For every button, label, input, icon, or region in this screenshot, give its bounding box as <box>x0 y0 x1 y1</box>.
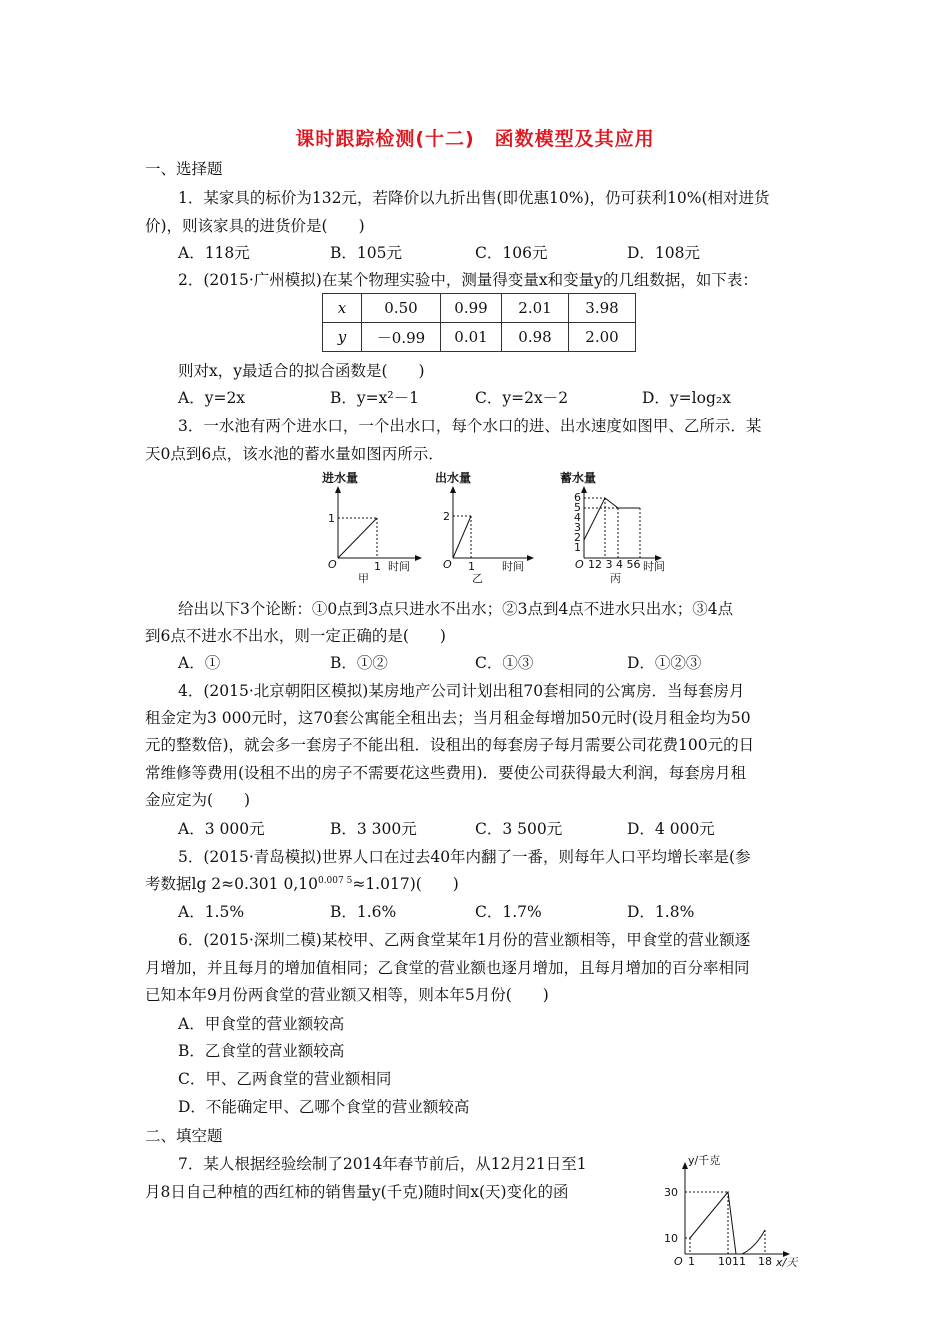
fig-jia-ytick: 1 <box>328 512 335 525</box>
fig-bing-ytick: 3 <box>574 521 581 534</box>
q3-option-d: D．①②③ <box>627 654 702 672</box>
q2-stem-line1: 2．(2015·广州模拟)在某个物理实验中，测量得变量x和变量y的几组数据，如下表： <box>178 271 758 289</box>
q2-data-table <box>322 293 636 352</box>
fig-yi-xtick: 1 <box>468 560 475 573</box>
q1-option-a: A．118元 <box>178 244 250 262</box>
fig-jia-line <box>338 518 377 558</box>
q2-option-c: C．y=2x－2 <box>475 389 569 407</box>
q5-option-b: B．1.6% <box>330 903 397 921</box>
fig-yi-ylabel: 出水量 <box>435 471 472 485</box>
q7-fig-xtick: 18 <box>758 1255 772 1268</box>
table-cell: 0.99 <box>441 294 502 323</box>
q5-stem-line2 <box>145 872 459 894</box>
q5-text: 考数据lg 2≈0.301 0,10 <box>145 875 318 893</box>
q4-stem-line4: 常维修等费用(设租不出的房子不需要花这些费用)．要使公司获得最大利润，每套房月租 <box>145 764 747 782</box>
fig-jia-caption: 甲 <box>358 572 369 585</box>
fig-yi-xlabel: 时间 <box>502 560 524 573</box>
q3-option-c: C．①③ <box>475 654 534 672</box>
q4-option-b: B．3 300元 <box>330 820 417 838</box>
q5-option-d: D．1.8% <box>627 903 695 921</box>
section-heading-fill: 二、填空题 <box>145 1127 223 1145</box>
fig-bing-y-arrow-icon <box>581 486 587 493</box>
q4-stem-line1: 4．(2015·北京朝阳区模拟)某房地产公司计划出租70套相同的公寓房．当每套房月 <box>178 682 745 700</box>
q1-option-c: C．106元 <box>475 244 548 262</box>
fig-bing-caption: 丙 <box>610 572 621 585</box>
q7-stem-line2: 月8日自己种植的西红柿的销售量y(千克)随时间x(天)变化的函 <box>145 1183 569 1201</box>
fig-bing-xlabel: 时间 <box>643 560 665 573</box>
q6-option-d: D．不能确定甲、乙哪个食堂的营业额较高 <box>178 1098 470 1116</box>
q3-stem-line1: 3．一水池有两个进水口，一个出水口，每个水口的进、出水速度如图甲、乙所示．某 <box>178 417 762 435</box>
q5-stem-line1: 5．(2015·青岛模拟)世界人口在过去40年内翻了一番，则每年人口平均增长率是(参 <box>178 848 751 866</box>
table-cell: 0.01 <box>441 323 502 352</box>
fig-bing-xticks: 12 3 4 56 <box>588 558 641 571</box>
table-cell: 0.50 <box>362 294 441 323</box>
q7-fig-xlabel: x/天 <box>776 1256 798 1269</box>
q3-stem-line2: 天0点到6点，该水池的蓄水量如图丙所示． <box>145 445 444 463</box>
q7-fig-xtick: 1011 <box>718 1255 746 1268</box>
fig-yi-ytick: 2 <box>443 510 450 523</box>
q4-option-c: C．3 500元 <box>475 820 563 838</box>
q3-stem-line3: 给出以下3个论断：①0点到3点只进水不出水；②3点到4点不进水只出水；③4点 <box>178 600 734 618</box>
fig-bing-ytick: 1 <box>574 541 581 554</box>
q1-option-b: B．105元 <box>330 244 402 262</box>
fig-yi-x-arrow-icon <box>527 555 534 561</box>
fig-yi-line <box>453 516 471 558</box>
q5-exponent: 0.007 5 <box>317 875 353 886</box>
fig-bing-origin: O <box>575 558 584 571</box>
q7-fig-ytick: 10 <box>664 1232 678 1245</box>
q1-option-d: D．108元 <box>627 244 701 262</box>
q6-option-a: A．甲食堂的营业额较高 <box>178 1015 345 1033</box>
q2-option-d: D．y=log₂x <box>642 389 731 407</box>
figure-jia <box>321 470 422 585</box>
q6-option-c: C．甲、乙两食堂的营业额相同 <box>178 1070 392 1088</box>
q3-option-a: A．① <box>178 654 221 672</box>
q2-option-a: A．y=2x <box>178 389 246 407</box>
q7-figure <box>660 1150 810 1275</box>
fig-bing-ytick: 2 <box>574 531 581 544</box>
q7-fig-xtick: 1 <box>688 1255 695 1268</box>
q5-text: ≈1.017)( ) <box>352 875 459 893</box>
q4-stem-line5: 金应定为( ) <box>145 791 251 809</box>
fig-jia-x-arrow-icon <box>415 555 422 561</box>
q7-fig-ytick: 30 <box>664 1186 678 1199</box>
table-cell: －0.99 <box>362 323 441 352</box>
q1-stem-line1: 1．某家具的标价为132元，若降价以九折出售(即优惠10%)，仍可获利10%(相对进货 <box>178 189 770 207</box>
q2-stem-line2: 则对x，y最适合的拟合函数是( ) <box>178 362 425 380</box>
q4-stem-line3: 元的整数倍)，就会多一套房子不能出租．设租出的每套房子每月需要公司花费100元的日 <box>145 736 755 754</box>
table-cell: 3.98 <box>569 294 636 323</box>
q4-stem-line2: 租金定为3 000元时，这70套公寓能全租出去；当月租金每增加50元时(设月租金均为50 <box>145 709 751 727</box>
fig-bing-ytick: 6 <box>574 491 581 504</box>
fig-jia-xtick: 1 <box>374 560 381 573</box>
q6-stem-line2: 月增加，并且每月的增加值相同；乙食堂的营业额也逐月增加，且每月增加的百分率相同 <box>145 959 750 977</box>
fig-bing-ylabel: 蓄水量 <box>560 471 597 485</box>
q2-option-b: B．y=x²－1 <box>330 389 419 407</box>
q4-option-a: A．3 000元 <box>178 820 265 838</box>
q7-fig-line <box>690 1192 736 1254</box>
fig-jia-ylabel: 进水量 <box>322 471 359 485</box>
q5-option-c: C．1.7% <box>475 903 542 921</box>
fig-yi-caption: 乙 <box>472 572 483 585</box>
table-cell: y <box>323 323 362 352</box>
q3-stem-line4: 到6点不进水不出水，则一定正确的是( ) <box>145 627 446 645</box>
q6-stem-line3: 已知本年9月份两食堂的营业额又相等，则本年5月份( ) <box>145 986 549 1004</box>
q7-fig-curve <box>742 1230 765 1254</box>
fig-yi-y-arrow-icon <box>450 486 456 493</box>
fig-jia-origin: O <box>328 558 337 571</box>
q7-stem-line1: 7．某人根据经验绘制了2014年春节前后，从12月21日至1 <box>178 1155 587 1173</box>
table-cell: 2.00 <box>569 323 636 352</box>
table-cell: 0.98 <box>502 323 569 352</box>
table-row <box>323 294 636 323</box>
fig-bing-ytick: 4 <box>574 511 581 524</box>
fig-jia-y-arrow-icon <box>335 486 341 493</box>
q1-stem-line2: 价)，则该家具的进货价是( ) <box>145 217 365 235</box>
fig-yi-origin: O <box>443 558 452 571</box>
q3-option-b: B．①② <box>330 654 388 672</box>
q3-figures <box>310 470 690 590</box>
q6-option-b: B．乙食堂的营业额较高 <box>178 1042 345 1060</box>
page-title: 课时跟踪检测(十二) 函数模型及其应用 <box>295 128 655 150</box>
fig-bing-ytick: 5 <box>574 501 581 514</box>
q4-option-d: D．4 000元 <box>627 820 715 838</box>
q7-fig-ylabel: y/千克 <box>688 1154 721 1167</box>
section-heading-choice: 一、选择题 <box>145 160 223 178</box>
q5-option-a: A．1.5% <box>178 903 245 921</box>
figure-yi <box>435 470 534 585</box>
figure-bing <box>560 470 665 585</box>
table-row <box>323 323 636 352</box>
fig-bing-line <box>584 498 640 540</box>
table-cell: x <box>323 294 362 323</box>
q7-fig-origin: O <box>674 1255 683 1268</box>
fig-jia-xlabel: 时间 <box>388 560 410 573</box>
q6-stem-line1: 6．(2015·深圳二模)某校甲、乙两食堂某年1月份的营业额相等，甲食堂的营业额逐 <box>178 931 751 949</box>
table-cell: 2.01 <box>502 294 569 323</box>
